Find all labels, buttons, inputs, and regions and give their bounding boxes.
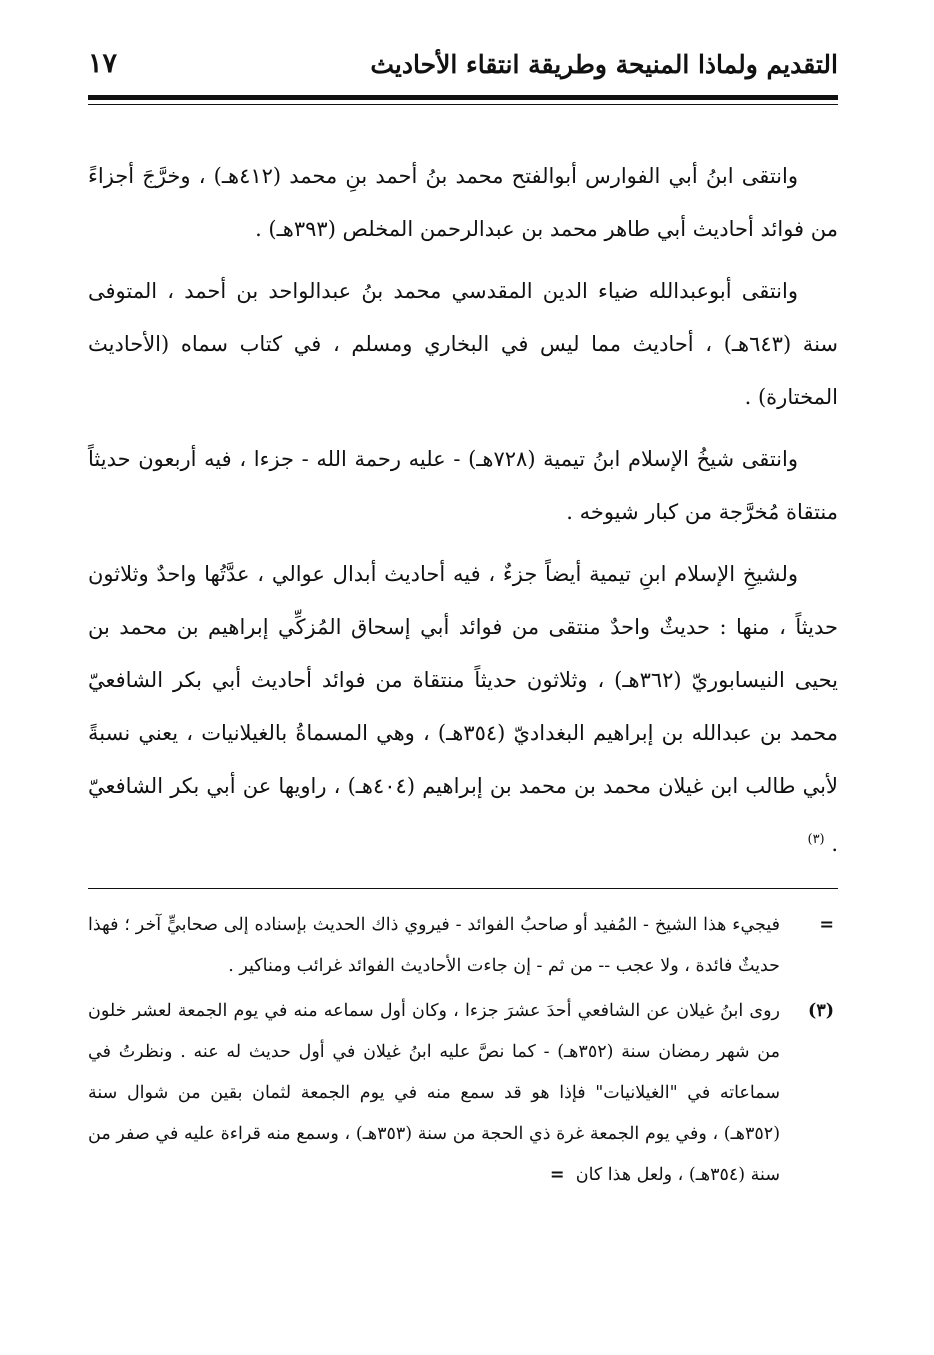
main-text bbox=[88, 150, 838, 880]
chapter-title: التقديم ولماذا المنيحة وطريقة انتقاء الأحاديث bbox=[370, 50, 838, 79]
page-number: ١٧ bbox=[88, 48, 118, 79]
footnote-body bbox=[88, 991, 780, 1196]
paragraph: وانتقى أبوعبدالله ضياء الدين المقدسي محمد بنُ عبدالواحد بن أحمد ، المتوفى سنة (٦٤٣هـ) ، أحاديث مما ليس في البخاري ومسلم ، في كتاب سماه (الأحاديث المختارة) . bbox=[88, 279, 838, 409]
continuation-mark: = bbox=[549, 1165, 565, 1185]
header-rule-thick bbox=[88, 95, 838, 100]
footnote-3 bbox=[88, 991, 838, 1196]
paragraph: وانتقى ابنُ أبي الفوارس أبوالفتح محمد بنُ أحمد بنِ محمد (٤١٢هـ) ، وخرَّجَ أجزاءً من فوائد أحاديث أبي طاهر محمد بن عبدالرحمن المخلص (٣٩٣هـ) . bbox=[88, 164, 838, 241]
running-header bbox=[88, 38, 838, 90]
footnote-reference: (٣) bbox=[807, 832, 825, 847]
paragraph-text: ولشيخِ الإسلام ابنِ تيمية أيضاً جزءٌ ، فيه أحاديث أبدال عوالي ، عدَّتُها واحدٌ وثلاثون حديثاً ، منها : حديثٌ واحدٌ منتقى من فوائد أبي إسحاق المُزكِّي إبراهيم بن محمد بن يحيى النيسابوريّ (٣٦٢هـ) ، وثلاثون حديثاً منتقاة من فوائد أحاديث أبي بكر الشافعيّ محمد بن عبدالله بن إبراهيم البغداديّ (٣٥٤هـ) ، وهي المسماةُ بالغيلانيات ، يعني نسبةً لأبي طالب ابن غيلان محمد بن محمد بن إبراهيم (٤٠٤هـ) ، راويها عن أبي بكر الشافعيّ . bbox=[88, 562, 838, 856]
footnote-separator bbox=[88, 888, 838, 889]
header-rule-thin bbox=[88, 104, 838, 105]
footnote-text: فيجيء هذا الشيخ - المُفيد أو صاحبُ الفوائد - فيروي ذاك الحديث بإسناده إلى صحابيٍّ آخر ؛ فهذا حديثٌ فائدة ، ولا عجب -- من ثم - إن جاءت الأحاديث الفوائد غرائب ومناكير . bbox=[88, 915, 780, 976]
paragraph bbox=[88, 548, 838, 871]
footnote-marker: = bbox=[819, 915, 834, 935]
footnotes bbox=[88, 905, 838, 1200]
paragraph: وانتقى شيخُ الإسلام ابنُ تيمية (٧٢٨هـ) - عليه رحمة الله - جزءا ، فيه أربعون حديثاً منتقاة مُخرَّجة من كبار شيوخه . bbox=[88, 447, 838, 524]
footnote-text: روى ابنُ غيلان عن الشافعي أحدَ عشرَ جزءا ، وكان أول سماعه منه في يوم الجمعة لعشر خلون من شهر رمضان سنة (٣٥٢هـ) - كما نصَّ عليه ابنُ غيلان في أول حديث له عنه . ونظرتُ في سماعاته في "الغيلانيات" فإذا هو قد سمع منه في يوم الجمعة لثمان بقين من شوال سنة (٣٥٢هـ) ، وفي يوم الجمعة غرة ذي الحجة من سنة (٣٥٣هـ) ، وسمع منه قراءة عليه في صفر من سنة (٣٥٤هـ) ، ولعل هذا كان bbox=[88, 1001, 781, 1185]
footnote-continued bbox=[88, 905, 838, 987]
footnote-marker: (٣) bbox=[808, 1001, 834, 1021]
